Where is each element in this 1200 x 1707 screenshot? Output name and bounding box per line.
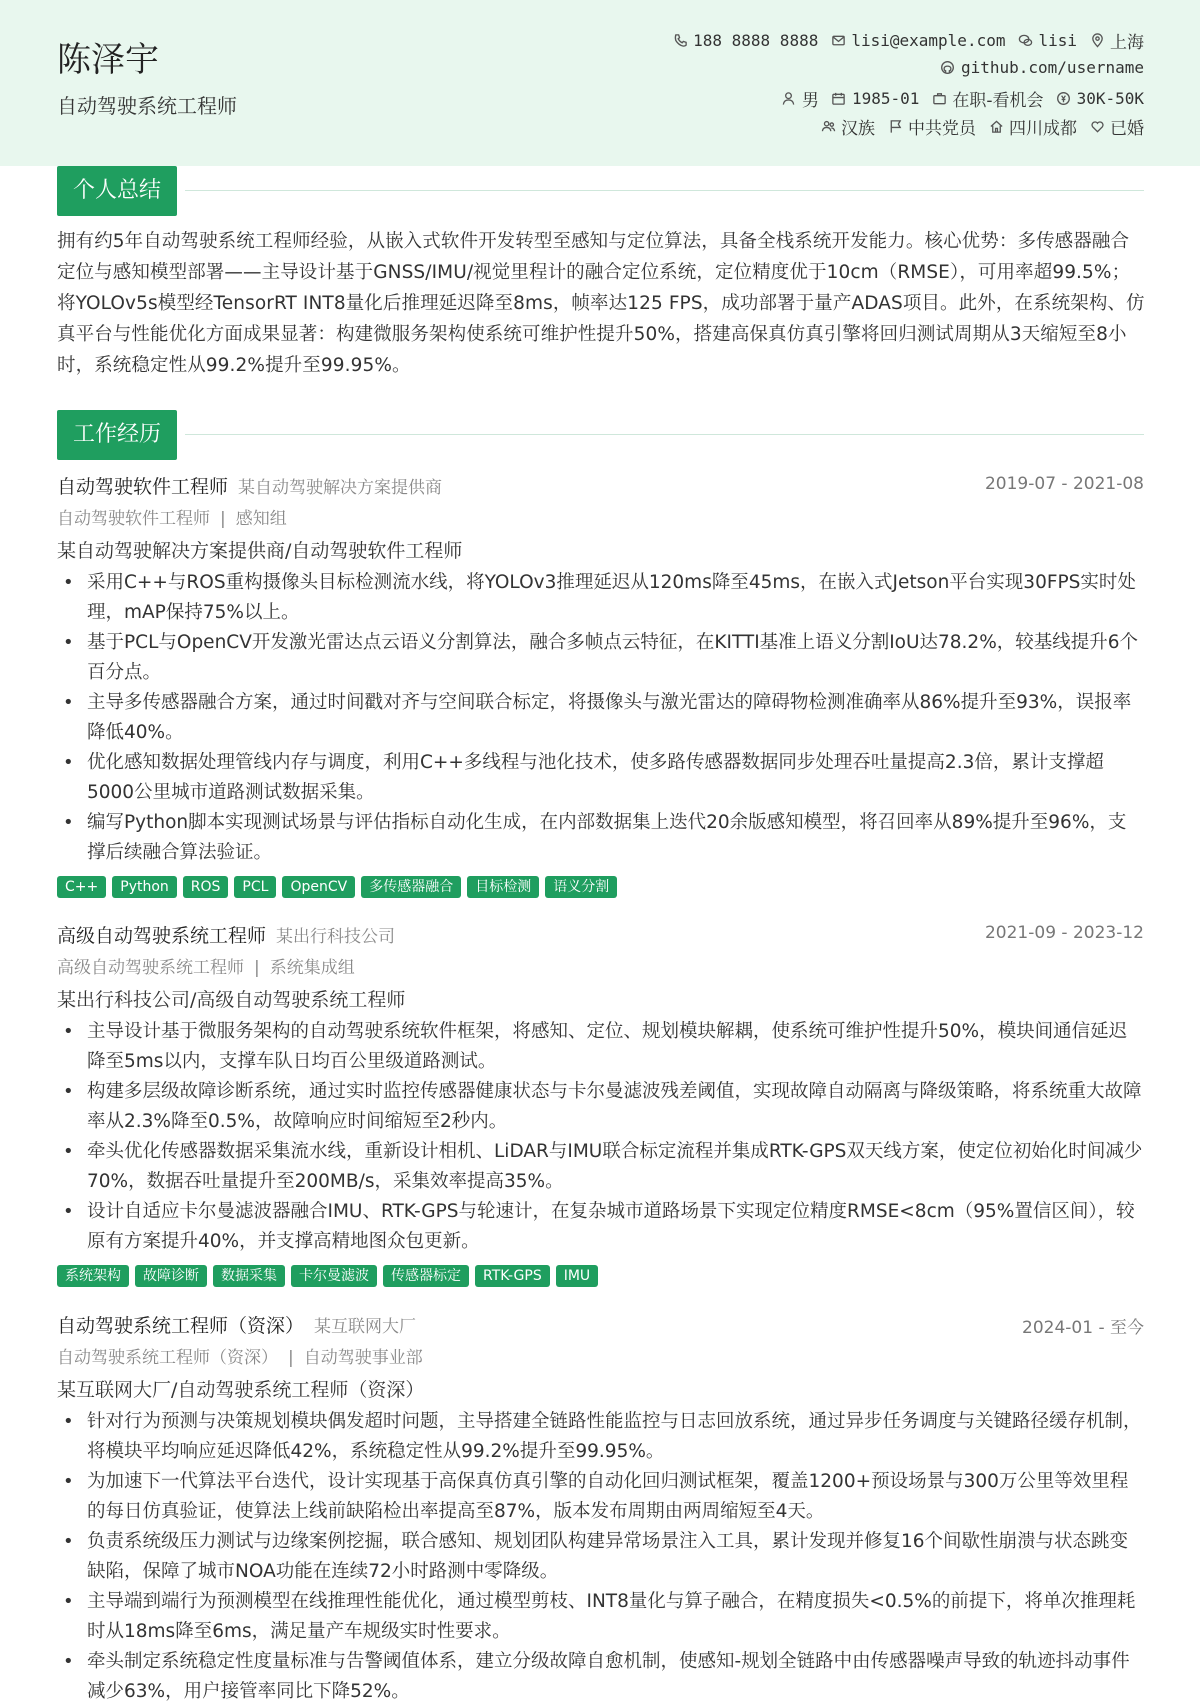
- contact-email[interactable]: [830, 31, 1005, 50]
- job-sub-separator: |: [254, 958, 260, 978]
- ethnicity-text: 汉族: [841, 119, 875, 139]
- github-text: github.com/username: [960, 58, 1144, 77]
- wechat-text: lisi: [1038, 31, 1077, 50]
- briefcase-icon: [931, 91, 947, 107]
- salary-text: 30K-50K: [1076, 89, 1144, 108]
- job-subtitle: [57, 504, 1144, 534]
- skill-tag: C++: [57, 876, 106, 898]
- job-bullet: • 主导端到端行为预测模型在线推理性能优化，通过模型剪枝、INT8量化与算子融合，在精度损失<0.5%的前提下，将单次推理耗时从18ms降至6ms，满足量产车规级实时性要求。: [57, 1587, 1144, 1647]
- contact-salary: [1056, 89, 1144, 108]
- contact-birth: [831, 89, 919, 108]
- skill-tag: 语义分割: [545, 876, 617, 898]
- people-icon: [820, 119, 836, 135]
- wechat-icon: [1017, 33, 1033, 49]
- job-date: 2019-07 - 2021-08: [984, 474, 1144, 494]
- section-divider: [185, 434, 1144, 435]
- skill-tag: 传感器标定: [383, 1265, 469, 1287]
- birth-text: 1985-01: [851, 89, 920, 108]
- job-sub-separator: |: [288, 1348, 294, 1368]
- job-bullet: • 构建多层级故障诊断系统，通过实时监控传感器健康状态与卡尔曼滤波残差阈值，实现故障自动隔离与降级策略，将系统重大故障率从2.3%降至0.5%，故障响应时间缩短至2秒内。: [57, 1077, 1144, 1137]
- job-sub-role: 自动驾驶系统工程师（资深）: [57, 1348, 278, 1368]
- location-text: 上海: [1110, 33, 1144, 53]
- job-subtitle: [57, 1343, 1144, 1373]
- hometown-text: 四川成都: [1009, 119, 1077, 139]
- job-bullets: [57, 568, 1144, 868]
- skill-tag: OpenCV: [282, 876, 355, 898]
- resume-header: [0, 0, 1200, 166]
- job-company: 某自动驾驶解决方案提供商: [238, 478, 443, 498]
- contact-wechat: [1017, 31, 1077, 50]
- contact-gender: [781, 86, 819, 111]
- contact-row-2: [940, 58, 1144, 77]
- skill-tag: Python: [112, 876, 177, 898]
- marital-text: 已婚: [1110, 119, 1144, 139]
- job-bullet: • 负责系统级压力测试与边缘案例挖掘，联合感知、规划团队构建异常场景注入工具，累计发现并修复16个间歇性崩溃与状态跳变缺陷，保障了城市NOA功能在连续72小时路测中零降级。: [57, 1527, 1144, 1587]
- skill-tag: 故障诊断: [135, 1265, 207, 1287]
- contact-phone: [672, 31, 818, 50]
- job-sub-separator: |: [220, 509, 226, 529]
- gender-text: 男: [801, 91, 819, 111]
- flag-icon: [887, 119, 903, 135]
- location-icon: [1089, 33, 1105, 49]
- job-bullets: [57, 1407, 1144, 1707]
- summary-text: 拥有约5年自动驾驶系统工程师经验，从嵌入式软件开发转型至感知与定位算法，具备全栈系统开发能力。核心优势：多传感器融合定位与感知模型部署——主导设计基于GNSS/IMU/视觉里程计的融合定位系统，定位精度优于10cm（RMSE），可用率超99.5%；将YOLOv5s模型经TensorRT INT8量化后推理延迟降至8ms，帧率达125 FPS，成功部署于量产ADAS项目。此外，在系统架构、仿真平台与性能优化方面成果显著：构建微服务架构使系统可维护性提升50%，搭建高保真仿真引擎将回归测试周期从3天缩短至8小时，系统稳定性从99.2%提升至99.95%。: [57, 231, 1145, 376]
- calendar-icon: [831, 91, 847, 107]
- skill-tag: IMU: [556, 1265, 598, 1287]
- job-entry-1: [57, 472, 1144, 898]
- contact-marital: [1089, 114, 1144, 139]
- contact-github[interactable]: [940, 58, 1144, 77]
- job-bullet: • 为加速下一代算法平台迭代，设计实现基于高保真仿真引擎的自动化回归测试框架，覆盖1200+预设场景与300万公里等效里程的每日仿真验证，使算法上线前缺陷检出率提高至87%，版本发布周期由两周缩短至4天。: [57, 1467, 1144, 1527]
- skill-tag: ROS: [183, 876, 229, 898]
- job-sub-dept: 自动驾驶事业部: [303, 1348, 423, 1368]
- skill-tag: 数据采集: [213, 1265, 285, 1287]
- party-text: 中共党员: [908, 119, 976, 139]
- job-title: 自动驾驶软件工程师: [57, 476, 229, 498]
- mail-icon: [830, 33, 846, 49]
- job-sub-role: 高级自动驾驶系统工程师: [57, 958, 244, 978]
- job-header: [57, 472, 1144, 502]
- job-title: 高级自动驾驶系统工程师: [57, 925, 267, 947]
- job-sub-role: 自动驾驶软件工程师: [57, 509, 210, 529]
- job-bullet: • 采用C++与ROS重构摄像头目标检测流水线，将YOLOv3推理延迟从120ms降至45ms，在嵌入式Jetson平台实现30FPS实时处理，mAP保持75%以上。: [57, 568, 1144, 628]
- github-icon: [940, 60, 956, 76]
- skill-tag: PCL: [234, 876, 276, 898]
- contact-party: [887, 114, 976, 139]
- skill-tag: 卡尔曼滤波: [291, 1265, 377, 1287]
- phone-text: 188 8888 8888: [693, 31, 819, 50]
- skill-tags: [57, 1265, 1144, 1287]
- contact-ethnicity: [820, 114, 875, 139]
- contact-row-1: [672, 28, 1144, 53]
- job-org: 某出行科技公司/高级自动驾驶系统工程师: [57, 989, 406, 1011]
- section-divider: [185, 190, 1144, 191]
- job-bullet: • 编写Python脚本实现测试场景与评估指标自动化生成，在内部数据集上迭代20余版感知模型，将召回率从89%提升至96%，支撑后续融合算法验证。: [57, 808, 1144, 868]
- job-bullet: • 优化感知数据处理管线内存与调度，利用C++多线程与池化技术，使多路传感器数据同步处理吞吐量提高2.3倍，累计支撑超5000公里城市道路测试数据采集。: [57, 748, 1144, 808]
- job-date: 2024-01 - 至今: [1022, 1318, 1144, 1338]
- job-header: [57, 921, 1144, 951]
- experience-section-title: 工作经历: [57, 410, 177, 460]
- job-bullet: • 牵头制定系统稳定性度量标准与告警阈值体系，建立分级故障自愈机制，使感知-规划全链路中由传感器噪声导致的轨迹抖动事件减少63%，用户接管率同比下降52%。: [57, 1647, 1144, 1707]
- summary-section-title: 个人总结: [57, 166, 177, 216]
- experience-section-header: [57, 410, 1144, 460]
- job-title: 自动驾驶系统工程师（资深）: [57, 1315, 305, 1337]
- contact-status: [931, 86, 1043, 111]
- email-text: lisi@example.com: [851, 31, 1006, 50]
- skill-tags: [57, 876, 1144, 898]
- skill-tag: RTK-GPS: [475, 1265, 550, 1287]
- contact-row-4: [820, 114, 1144, 139]
- contact-row-3: [781, 86, 1144, 111]
- status-text: 在职-看机会: [952, 91, 1044, 111]
- skill-tag: 系统架构: [57, 1265, 129, 1287]
- phone-icon: [672, 33, 688, 49]
- job-bullet: • 基于PCL与OpenCV开发激光雷达点云语义分割算法，融合多帧点云特征，在KITTI基准上语义分割IoU达78.2%，较基线提升6个百分点。: [57, 628, 1144, 688]
- job-org: 某互联网大厂/自动驾驶系统工程师（资深）: [57, 1379, 425, 1401]
- skill-tag: 目标检测: [467, 876, 539, 898]
- job-bullet: • 牵头优化传感器数据采集流水线，重新设计相机、LiDAR与IMU联合标定流程并集成RTK-GPS双天线方案，使定位初始化时间减少70%，数据吞吐量提升至200MB/s，采集效率提高35%。: [57, 1137, 1144, 1197]
- contact-hometown: [988, 114, 1077, 139]
- job-entry-2: [57, 921, 1144, 1287]
- job-bullet: • 主导设计基于微服务架构的自动驾驶系统软件框架，将感知、定位、规划模块解耦，使系统可维护性提升50%，模块间通信延迟降至5ms以内，支撑车队日均百公里级道路测试。: [57, 1017, 1144, 1077]
- heart-icon: [1089, 119, 1105, 135]
- job-header: [57, 1311, 1144, 1341]
- money-icon: [1056, 91, 1072, 107]
- job-bullet: • 设计自适应卡尔曼滤波器融合IMU、RTK-GPS与轮速计，在复杂城市道路场景下实现定位精度RMSE<8cm（95%置信区间），较原有方案提升40%，并支撑高精地图众包更新。: [57, 1197, 1144, 1257]
- home-icon: [988, 119, 1004, 135]
- job-bullets: [57, 1017, 1144, 1257]
- job-org: 某自动驾驶解决方案提供商/自动驾驶软件工程师: [57, 540, 463, 562]
- job-sub-dept: 感知组: [235, 509, 287, 529]
- candidate-title: 自动驾驶系统工程师: [57, 94, 237, 118]
- job-company: 某互联网大厂: [314, 1317, 417, 1337]
- job-date: 2021-09 - 2023-12: [984, 923, 1144, 943]
- user-icon: [781, 91, 797, 107]
- candidate-name: 陈泽宇: [57, 40, 159, 80]
- skill-tag: 多传感器融合: [361, 876, 461, 898]
- job-subtitle: [57, 953, 1144, 983]
- job-entry-3: [57, 1311, 1144, 1707]
- job-company: 某出行科技公司: [276, 927, 396, 947]
- contact-location: [1089, 28, 1144, 53]
- job-bullet: • 主导多传感器融合方案，通过时间戳对齐与空间联合标定，将摄像头与激光雷达的障碍物检测准确率从86%提升至93%，误报率降低40%。: [57, 688, 1144, 748]
- summary-section-header: [57, 166, 1144, 216]
- job-sub-dept: 系统集成组: [269, 958, 355, 978]
- job-bullet: • 针对行为预测与决策规划模块偶发超时问题，主导搭建全链路性能监控与日志回放系统，通过异步任务调度与关键路径缓存机制，将模块平均响应延迟降低42%，系统稳定性从99.2%提升至99.95%。: [57, 1407, 1144, 1467]
